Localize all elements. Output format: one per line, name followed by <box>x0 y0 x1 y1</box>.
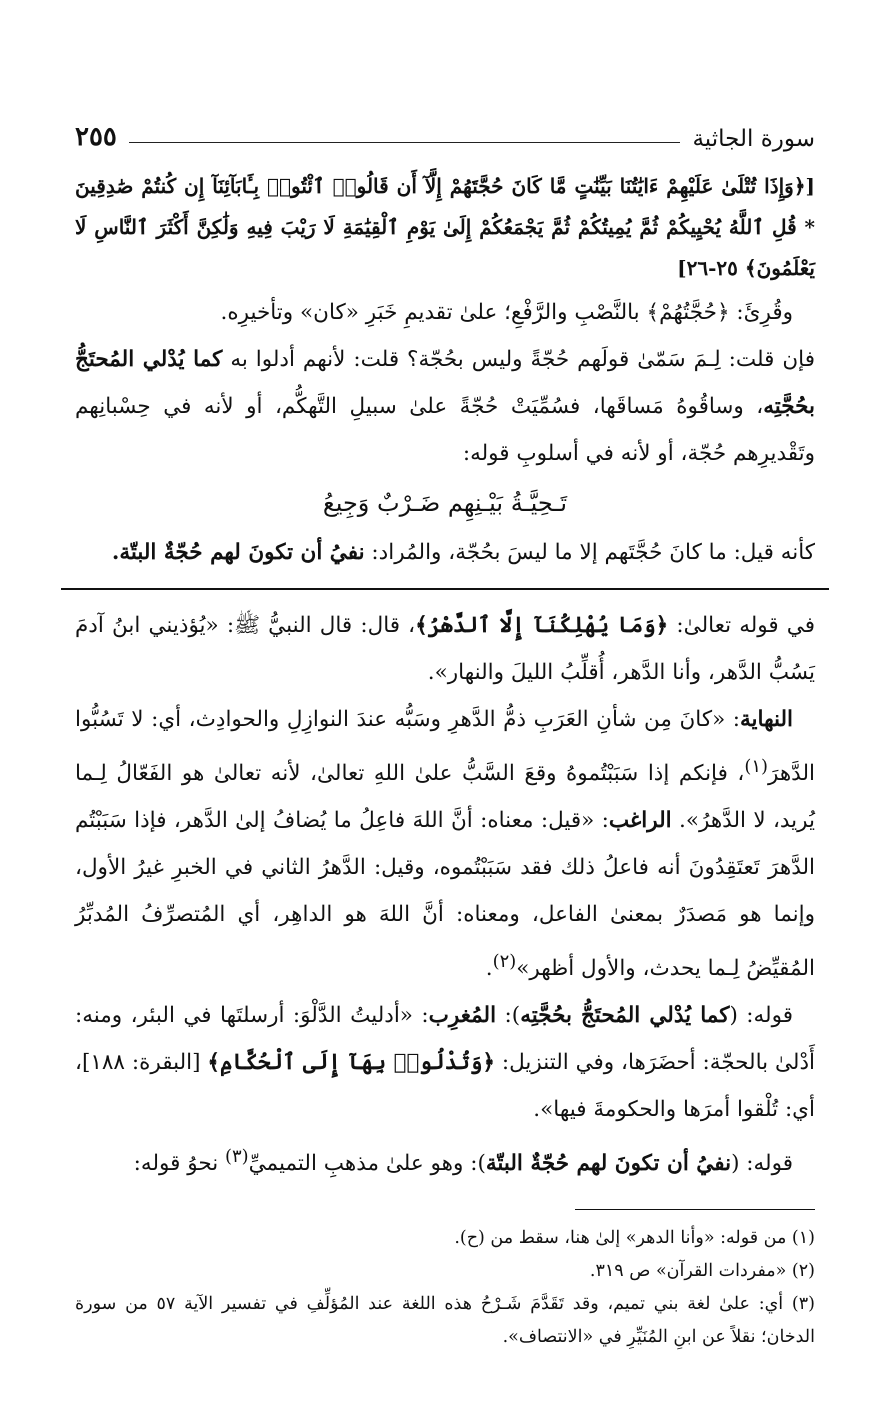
main-paragraph-1: وقُرِئَ: ﴿حُجَّتُهُمْ﴾ بالنَّصْبِ والرَّفْعِ؛ علىٰ تقديمِ خَبَرِ «كان» وتأخيرِه. <box>220 300 793 325</box>
text-run: : «كانَ مِن شأنِ العَرَبِ ذمُّ الدَّهرِ وسَبُّه عندَ النوازِلِ والحوادِث، أي: لا تَسُبُّوا الدَّهرَ <box>75 707 815 787</box>
commentary-paragraph-3 <box>75 992 815 1133</box>
text-run: قوله: ( <box>731 1151 793 1177</box>
text-run: ، قال: قال النبيُّ ﷺ: «يُؤذيني ابنُ آدمَ يَسُبُّ الدَّهر، وأنا الدَّهر، أُقلِّبُ الليلَ والنهار». <box>75 613 815 685</box>
footnote-rule <box>575 1209 815 1210</box>
commentary-divider <box>61 588 829 590</box>
text-run: : «قيل: معناه: أنَّ اللهَ فاعِلُ ما يُضافُ إلىٰ الدَّهر، فإذا سَبَبْتُم الدَّهرَ تَعتَقِدُونَ أنه فاعلُ ذلك فقد سَبَبْتُموه، وقيل: الدَّهرُ الثاني في الخبرِ غيرُ الأول، وإنما هو مَصدَرٌ بمعنىٰ الفاعل، ومعناه: أنَّ اللهَ هو الداهِر، أي المُتصرِّفُ المُدبِّرُ المُقيِّضُ لِـما يحدث، والأول أظهر» <box>75 808 815 982</box>
period: . <box>485 956 493 982</box>
text-run: ، فإنكم إذا سَبَبْتُموهُ وقعَ السَّبُّ علىٰ اللهِ تعالىٰ، لأنه تعالىٰ هو الفَعّالُ لِـما يُريد، لا الدَّهرُ». <box>75 761 815 834</box>
commentary-paragraph-2 <box>75 696 815 992</box>
source-label: المُغرِب <box>428 1003 497 1029</box>
text-run: ): <box>496 1003 521 1029</box>
footnote-3: (٣) أي: علىٰ لغة بني تميم، وقد تَقَدَّمَ شَـرْحُ هذه اللغة عند المُؤلِّفِ في تفسير الآية ٥٧ من سورة الدخان؛ نقلاً عن ابنِ المُنَيِّرِ في «الانتصاف». <box>75 1294 815 1348</box>
quran-verses: [﴿وَإِذَا تُتْلَىٰ عَلَيْهِمْ ءَايَٰتُنَا بَيِّنَٰتٍ مَّا كَانَ حُجَّتَهُمْ إِلَّآ أَن قَالُوا۟ ٱئْتُوا۟ بِـَٔابَآئِنَآ إِن كُنتُمْ صَٰدِقِينَ * قُلِ ٱللَّهُ يُحْيِيكُمْ ثُمَّ يُمِيتُكُمْ ثُمَّ يَجْمَعُكُمْ إِلَىٰ يَوْمِ ٱلْقِيَٰمَةِ لَا رَيْبَ فِيهِ وَلَٰكِنَّ أَكْثَرَ ٱلنَّاسِ لَا يَعْلَمُونَ﴾ ٢٥-٢٦] <box>75 174 815 280</box>
text-run: قوله: ( <box>729 1003 793 1029</box>
bold-phrase: نفيُ أن تكونَ لهم حُجّةٌ البتّة. <box>111 540 365 565</box>
commentary-paragraph-1 <box>75 602 815 696</box>
page-number: ٢٥٥ <box>75 122 117 152</box>
quran-quote: ﴿وَمَا يُهْلِكُنَآ إِلَّا ٱلدَّهْرُ﴾ <box>415 613 669 638</box>
footnote-ref: (٢) <box>492 951 517 973</box>
text-run: كأنه قيل: ما كانَ حُجَّتَهم إلا ما ليسَ بحُجّة، والمُراد: <box>364 540 815 565</box>
bold-phrase: كما يُدْلي المُحتَجُّ بحُجَّتِه <box>75 347 815 419</box>
bold-phrase: كما يُدْلي المُحتَجُّ بحُجَّتِه <box>520 1003 730 1029</box>
poetry-verse: تَـحِيَّـةُ بَيْـنِهِم ضَـرْبٌ وَجِيعُ <box>322 489 568 517</box>
main-paragraph-3 <box>75 529 815 576</box>
source-label: الراغب <box>608 808 672 834</box>
text-run: فإن قلت: لِـمَ سَمّىٰ قولَهم حُجّةً وليس بحُجّة؟ قلت: لأنهم أدلوا به <box>222 347 816 372</box>
header-rule <box>129 142 681 143</box>
footnote-2: (٢) «مفردات القرآن» ص ٣١٩. <box>589 1261 815 1282</box>
main-paragraph-2 <box>75 336 815 477</box>
text-run: ): وهو علىٰ مذهبِ التميميِّ <box>248 1151 486 1177</box>
page-header <box>75 110 815 152</box>
footnote-1: (١) من قوله: «وأنا الدهر» إلىٰ هنا، سقط من (ح). <box>454 1228 815 1249</box>
text-run: نحوُ قوله: <box>133 1151 226 1177</box>
commentary-paragraph-4 <box>75 1133 815 1187</box>
source-label: النهاية <box>740 707 793 732</box>
book-page <box>75 110 815 1354</box>
text-run: في قوله تعالىٰ: <box>668 613 815 638</box>
text-run: [البقرة: ١٨٨]، أي: تُلْقوا أمرَها والحكومةَ فيها». <box>75 1050 815 1123</box>
footnote-ref: (١) <box>744 756 768 777</box>
text-run: ، وساقُوهُ مَساقَها، فسُمِّيَتْ حُجّةً علىٰ سبيلِ التَّهكُّم، أو لأنه في حِسْبانِهم وتَقْديرِهم حُجّة، أو لأنه في أسلوبِ قوله: <box>75 394 815 466</box>
bold-phrase: نفيُ أن تكونَ لهم حُجّةٌ البتّة <box>485 1151 732 1177</box>
surah-title: سورة الجاثية <box>692 126 815 152</box>
quran-quote: ﴿وَتُدْلُوا۟ بِهَآ إِلَى ٱلْحُكَّامِ﴾ <box>207 1050 496 1076</box>
footnote-ref: (٣) <box>225 1146 249 1168</box>
text-run: : «أدليتُ الدَّلْوَ: أرسلتَها في البئر، ومنه: أَدْلىٰ بالحجّة: أحضَرَها، وفي التنزيل: <box>75 1003 815 1076</box>
